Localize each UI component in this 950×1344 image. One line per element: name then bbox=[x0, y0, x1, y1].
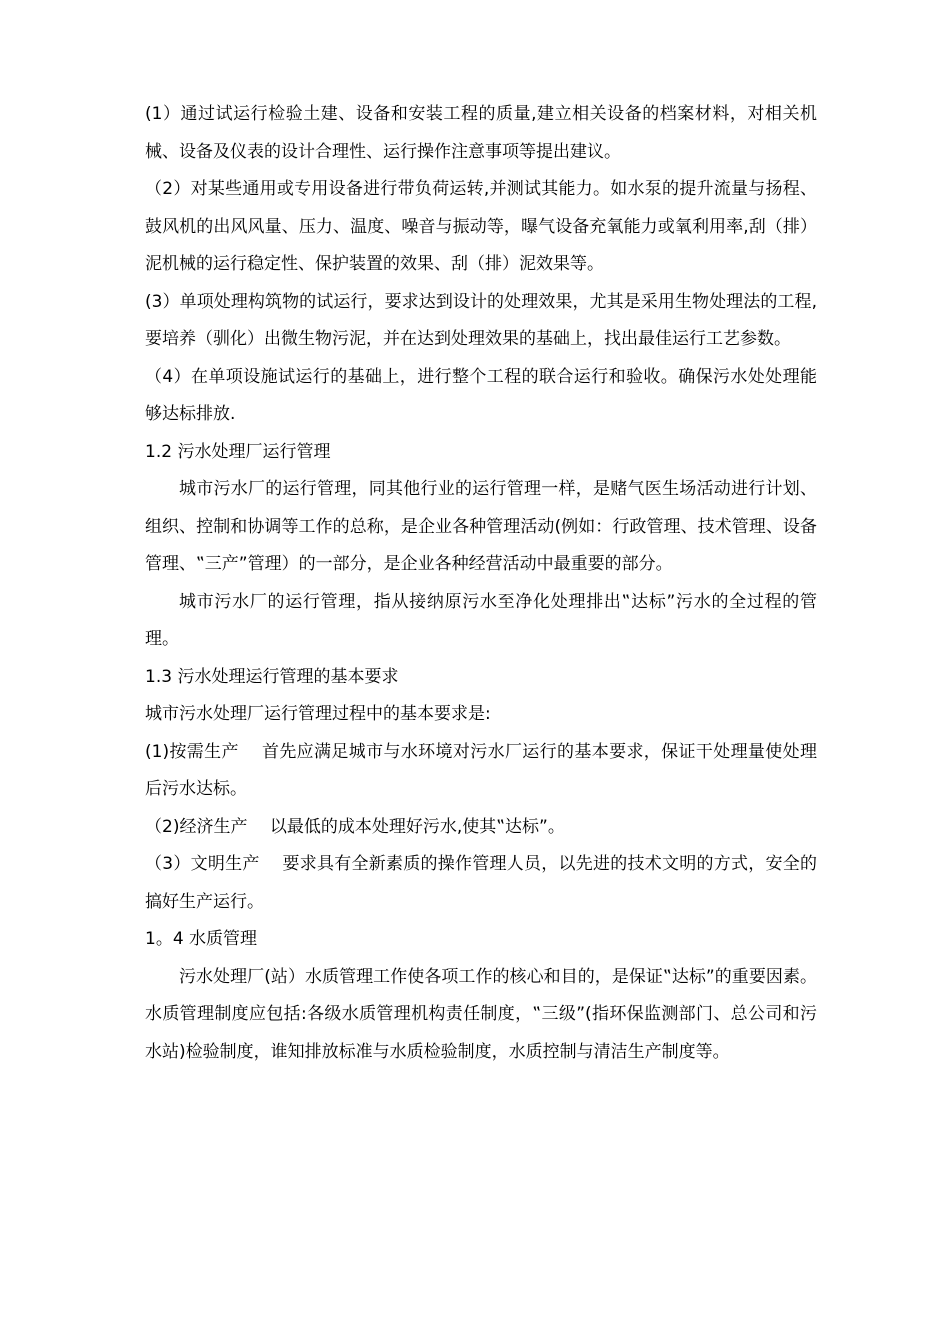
paragraph-trial-run-1: (1）通过试运行检验土建、设备和安装工程的质量,建立相关设备的档案材料，对相关机械、设备及仪表的设计合理性、运行操作注意事项等提出建议。 bbox=[145, 104, 817, 162]
section-heading-1-2: 1.2 污水处理厂运行管理 bbox=[145, 441, 331, 462]
paragraph-requirement-2: （2)经济生产 以最低的成本处理好污水,使其‟达标”。 bbox=[145, 816, 565, 837]
paragraph-requirement-3: （3）文明生产 要求具有全新素质的操作管理人员，以先进的技术文明的方式，安全的搞好生产运行。 bbox=[145, 854, 817, 912]
paragraph-trial-run-4: （4）在单项设施试运行的基础上，进行整个工程的联合运行和验收。确保污水处处理能够达标排放. bbox=[145, 366, 817, 424]
document-page bbox=[145, 96, 817, 1071]
paragraph-trial-run-3: (3）单项处理构筑物的试运行，要求达到设计的处理效果，尤其是采用生物处理法的工程,要培养（驯化）出微生物污泥，并在达到处理效果的基础上，找出最佳运行工艺参数。 bbox=[145, 291, 817, 349]
paragraph-requirement-1: (1)按需生产 首先应满足城市与水环境对污水厂运行的基本要求，保证干处理量使处理后污水达标。 bbox=[145, 741, 817, 799]
section-heading-1-4: 1。4 水质管理 bbox=[145, 929, 258, 949]
section-heading-1-3: 1.3 污水处理运行管理的基本要求 bbox=[145, 666, 399, 687]
paragraph-trial-run-2: （2）对某些通用或专用设备进行带负荷运转,并测试其能力。如水泵的提升流量与扬程、鼓风机的出风风量、压力、温度、噪音与振动等，曝气设备充氧能力或氧利用率,刮（排）泥机械的运行稳定性、保护装置的效果、刮（排）泥效果等。 bbox=[145, 179, 817, 274]
paragraph-operation-management-2: 城市污水厂的运行管理，指从接纳原污水至净化处理排出‟达标”污水的全过程的管理。 bbox=[145, 591, 817, 649]
paragraph-operation-management-1: 城市污水厂的运行管理，同其他行业的运行管理一样，是赌气医生场活动进行计划、组织、控制和协调等工作的总称，是企业各种管理活动(例如：行政管理、技术管理、设备管理、‟三产”管理）的一部分，是企业各种经营活动中最重要的部分。 bbox=[145, 479, 817, 574]
paragraph-water-quality-management: 污水处理厂(站）水质管理工作使各项工作的核心和目的，是保证‟达标”的重要因素。水质管理制度应包括:各级水质管理机构责任制度，‟三级”(指环保监测部门、总公司和污水站)检验制度，谁知排放标准与水质检验制度，水质控制与清洁生产制度等。 bbox=[145, 966, 817, 1062]
paragraph-basic-requirements-intro: 城市污水处理厂运行管理过程中的基本要求是: bbox=[145, 704, 491, 724]
